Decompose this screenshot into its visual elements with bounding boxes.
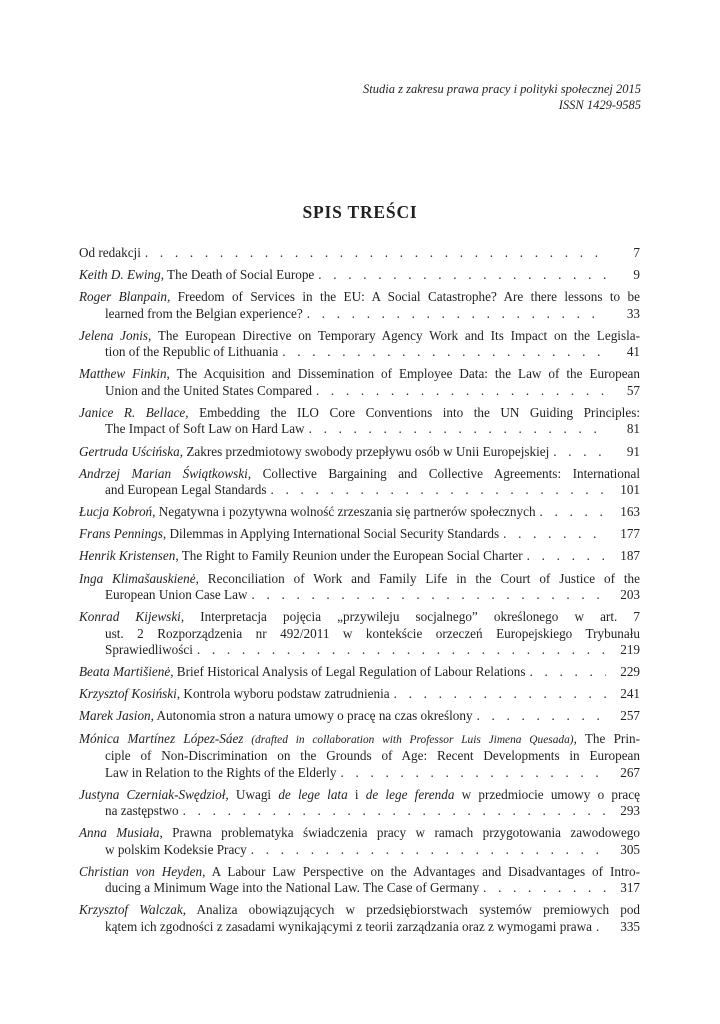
toc-title xyxy=(79,548,523,565)
toc-author: Mónica Martínez López-Sáez xyxy=(79,730,244,746)
toc-title xyxy=(79,444,549,461)
toc-title-text: , Brief Historical Analysis of Legal Regulation of Labour Relations xyxy=(170,664,526,680)
dot-leader xyxy=(251,842,606,859)
toc-title: , Collective Bargaining and Collective Agreements: International xyxy=(247,465,640,481)
toc-author: Andrzej Marian Świątkowski xyxy=(79,465,248,481)
toc-author: Gertruda Uścińska xyxy=(79,443,180,459)
toc-page-number: 41 xyxy=(626,344,640,360)
toc-last-line xyxy=(79,444,640,461)
toc-title: , Embedding the ILO Core Conventions into the UN Guiding Principles: xyxy=(185,404,640,420)
toc-page-number: 33 xyxy=(626,305,640,321)
toc-last-line xyxy=(79,548,640,565)
toc-entry-line xyxy=(79,405,640,422)
toc-entry-line xyxy=(79,366,640,383)
toc-last-line xyxy=(79,880,640,897)
dot-leader xyxy=(529,664,606,681)
toc-title-segment: de lege ferenda xyxy=(365,786,455,802)
toc-title: , The Prin- xyxy=(573,730,640,746)
toc-title-segment: , Uwagi xyxy=(225,786,279,802)
toc-page-number: 57 xyxy=(626,382,640,398)
toc-entry[interactable] xyxy=(79,245,640,262)
toc-last-line xyxy=(79,642,640,659)
toc-last-line xyxy=(79,267,640,284)
dot-leader xyxy=(394,686,606,703)
dot-leader xyxy=(483,880,606,897)
page-title: SPIS TREŚCI xyxy=(302,202,418,222)
toc-page-number: 91 xyxy=(626,443,640,459)
toc-entry[interactable] xyxy=(79,609,640,659)
toc-entry-line xyxy=(79,787,640,804)
toc-last-line xyxy=(79,306,640,323)
dot-leader xyxy=(540,504,606,521)
dot-leader xyxy=(477,708,606,725)
toc-last-line xyxy=(79,664,640,681)
toc-author: Krzysztof Kosiński xyxy=(79,686,177,702)
toc-title: , Analiza obowiązujących w przedsiębiorstwach systemów premiowych pod xyxy=(182,902,641,918)
dot-leader xyxy=(251,587,606,604)
dot-leader xyxy=(318,267,606,284)
toc-entry-line xyxy=(79,731,640,749)
toc-page-number: 293 xyxy=(620,803,640,819)
toc-author: Inga Klimašauskienė xyxy=(79,570,196,586)
toc-title-text: The Impact of Soft Law on Hard Law xyxy=(105,421,305,437)
toc-author: Henrik Kristensen xyxy=(79,548,176,564)
table-of-contents xyxy=(79,245,640,941)
toc-author: Matthew Finkin xyxy=(79,366,167,382)
toc-title-text: ducing a Minimum Wage into the National Law. The Case of Germany xyxy=(105,880,480,896)
toc-title-text: , Negatywna i pozytywna wolność zrzeszania się partnerów społecznych xyxy=(152,504,536,520)
toc-title-text: Union and the United States Compared xyxy=(105,382,312,398)
toc-title xyxy=(105,880,479,897)
toc-entry[interactable] xyxy=(79,864,640,897)
toc-page-number: 335 xyxy=(620,918,640,934)
toc-entry[interactable] xyxy=(79,526,640,543)
toc-last-line xyxy=(79,919,640,936)
toc-title-text: na zastępstwo xyxy=(105,803,179,819)
toc-title: , Interpretacja pojęcia „przywileju socjalnego” określonego w art. 7 xyxy=(180,609,640,625)
toc-entry[interactable] xyxy=(79,405,640,438)
toc-last-line xyxy=(79,708,640,725)
toc-title xyxy=(79,504,536,521)
dot-leader xyxy=(316,383,606,400)
toc-title xyxy=(79,526,499,543)
toc-title xyxy=(105,482,267,499)
toc-page-number: 177 xyxy=(620,526,640,542)
toc-entry[interactable] xyxy=(79,548,640,565)
toc-entry-line xyxy=(79,466,640,483)
toc-entry[interactable] xyxy=(79,504,640,521)
toc-page-number: 81 xyxy=(626,421,640,437)
toc-last-line xyxy=(79,803,640,820)
toc-page-number: 7 xyxy=(633,245,640,260)
toc-author: Łucja Kobroń xyxy=(79,504,153,520)
dot-leader xyxy=(183,803,606,820)
toc-entry[interactable] xyxy=(79,289,640,322)
toc-author: Justyna Czerniak-Swędzioł xyxy=(79,786,226,802)
toc-title-text: , The Death of Social Europe xyxy=(160,267,315,283)
toc-entry-line xyxy=(79,825,640,842)
toc-author: Keith D. Ewing xyxy=(79,267,161,283)
toc-author: Frans Pennings xyxy=(79,526,163,542)
toc-last-line xyxy=(79,245,640,262)
toc-last-line xyxy=(79,504,640,521)
toc-title-text: Sprawiedliwości xyxy=(105,642,193,658)
toc-title-text: kątem ich zgodności z zasadami wynikającymi z teorii zarządzania oraz z wymogami prawa xyxy=(105,918,592,934)
toc-page-number: 305 xyxy=(620,841,640,857)
toc-title: , Prawna problematyka świadczenia pracy w ramach przygotowania zawodowego xyxy=(159,825,640,841)
toc-title-text: , Dilemmas in Applying International Social Security Standards xyxy=(162,526,500,542)
toc-title-text: learned from the Belgian experience? xyxy=(105,305,303,321)
dot-leader xyxy=(596,919,606,936)
toc-entry[interactable] xyxy=(79,466,640,499)
toc-title xyxy=(105,344,278,361)
toc-page-number: 241 xyxy=(620,686,640,702)
toc-page-number: 163 xyxy=(620,504,640,520)
toc-page-number: 257 xyxy=(620,708,640,724)
toc-title-text: , Kontrola wyboru podstaw zatrudnienia xyxy=(176,686,390,702)
toc-author: Christian von Heyden xyxy=(79,863,203,879)
toc-entry[interactable] xyxy=(79,366,640,399)
toc-last-line xyxy=(79,842,640,859)
toc-page-number: 9 xyxy=(633,267,640,283)
toc-title: , A Labour Law Perspective on the Advantages and Disadvantages of Intro- xyxy=(202,863,640,879)
toc-author: Janice R. Bellace xyxy=(79,404,186,420)
dot-leader xyxy=(197,642,606,659)
toc-title xyxy=(105,765,336,782)
dot-leader xyxy=(553,444,606,461)
toc-title xyxy=(105,642,193,659)
dot-leader xyxy=(527,548,606,565)
toc-entry-line xyxy=(79,289,640,306)
toc-entry-line xyxy=(79,609,640,626)
toc-last-line xyxy=(79,587,640,604)
toc-author: Marek Jasion xyxy=(79,708,151,724)
toc-author: Beata Martišienė xyxy=(79,664,171,680)
toc-last-line xyxy=(79,526,640,543)
dot-leader xyxy=(282,344,606,361)
toc-title-segment: de lege lata xyxy=(278,786,348,802)
toc-title: , The Acquisition and Dissemination of Employee Data: the Law of the European xyxy=(166,366,640,382)
toc-author-note: (drafted in collaboration with Professor Luis Jimena Quesada) xyxy=(243,733,574,746)
toc-title: , The European Directive on Temporary Agency Work and Its Impact on the Legisla- xyxy=(148,327,641,343)
toc-title: Freedom of Services in the EU: A Social Catastrophe? Are there lessons to be xyxy=(170,289,640,305)
toc-page-number: 203 xyxy=(620,587,640,603)
toc-title xyxy=(79,245,141,262)
toc-last-line xyxy=(79,765,640,782)
dot-leader xyxy=(145,245,606,262)
dot-leader xyxy=(340,765,606,782)
dot-leader xyxy=(309,421,606,438)
toc-author: Jelena Jonis xyxy=(79,327,149,343)
toc-title xyxy=(79,686,390,703)
toc-last-line xyxy=(79,383,640,400)
toc-entry-line xyxy=(79,571,640,588)
dot-leader xyxy=(271,482,607,499)
toc-title xyxy=(105,587,247,604)
toc-title-text: , Zakres przedmiotowy swobody przepływu osób w Unii Europejskiej xyxy=(179,443,550,459)
toc-title-text: , The Right to Family Reunion under the European Social Charter xyxy=(175,548,523,564)
toc-entry[interactable] xyxy=(79,664,640,681)
toc-entry-line xyxy=(79,902,640,919)
toc-page-number: 219 xyxy=(620,642,640,658)
toc-entry[interactable] xyxy=(79,825,640,858)
toc-title-text: European Union Case Law xyxy=(105,587,248,603)
toc-page-number: 229 xyxy=(620,664,640,680)
toc-last-line xyxy=(79,482,640,499)
toc-entry[interactable] xyxy=(79,328,640,361)
toc-page-number: 267 xyxy=(620,764,640,780)
toc-title-text: w polskim Kodeksie Pracy xyxy=(105,841,247,857)
toc-entry-line xyxy=(79,864,640,881)
journal-header xyxy=(363,82,641,113)
toc-title xyxy=(105,383,312,400)
toc-title-segment: w przedmiocie umowy o pracę xyxy=(454,786,640,802)
toc-page-number: 101 xyxy=(620,482,640,498)
toc-title-continued: ciple of Non-Discrimination on the Grounds of Age: Recent Developments in European xyxy=(105,748,640,763)
toc-entry[interactable] xyxy=(79,731,640,782)
toc-title xyxy=(105,803,179,820)
toc-author: Roger Blanpain, xyxy=(79,289,171,305)
toc-last-line xyxy=(79,421,640,438)
toc-title-text: tion of the Republic of Lithuania xyxy=(105,344,279,360)
toc-title xyxy=(105,842,247,859)
dot-leader xyxy=(503,526,606,543)
toc-entry[interactable] xyxy=(79,708,640,725)
toc-entry[interactable] xyxy=(79,686,640,703)
toc-title-text: Od redakcji xyxy=(79,245,141,260)
toc-title: , Reconciliation of Work and Family Life in the Court of Justice of the xyxy=(195,570,641,586)
toc-title-continued: ust. 2 Rozporządzenia nr 492/2011 w kontekście orzeczeń Europejskiego Trybunału xyxy=(105,625,640,641)
toc-page-number: 187 xyxy=(620,548,640,564)
toc-entry[interactable] xyxy=(79,902,640,935)
toc-title xyxy=(79,267,314,284)
toc-title xyxy=(79,664,525,681)
journal-name: Studia z zakresu prawa pracy i polityki społecznej 2015 xyxy=(363,82,641,96)
toc-author: Anna Musiała xyxy=(79,825,160,841)
toc-title-text: Law in Relation to the Rights of the Elderly xyxy=(105,764,337,780)
toc-entry-line xyxy=(79,328,640,345)
toc-last-line xyxy=(79,344,640,361)
toc-last-line xyxy=(79,686,640,703)
toc-author: Krzysztof Walczak xyxy=(79,902,183,918)
toc-entry[interactable] xyxy=(79,787,640,820)
toc-title xyxy=(105,306,303,323)
toc-author: Konrad Kijewski xyxy=(79,609,181,625)
toc-title-text: , Autonomia stron a natura umowy o pracę na czas określony xyxy=(150,708,473,724)
toc-title-text: and European Legal Standards xyxy=(105,482,267,498)
journal-issn: ISSN 1429-9585 xyxy=(558,97,641,112)
toc-entry[interactable] xyxy=(79,267,640,284)
toc-title xyxy=(105,919,592,936)
toc-entry[interactable] xyxy=(79,571,640,604)
toc-title-segment: i xyxy=(347,786,366,802)
toc-entry[interactable] xyxy=(79,444,640,461)
toc-title xyxy=(105,421,305,438)
toc-title xyxy=(79,708,473,725)
toc-page-number: 317 xyxy=(620,880,640,896)
dot-leader xyxy=(307,306,606,323)
